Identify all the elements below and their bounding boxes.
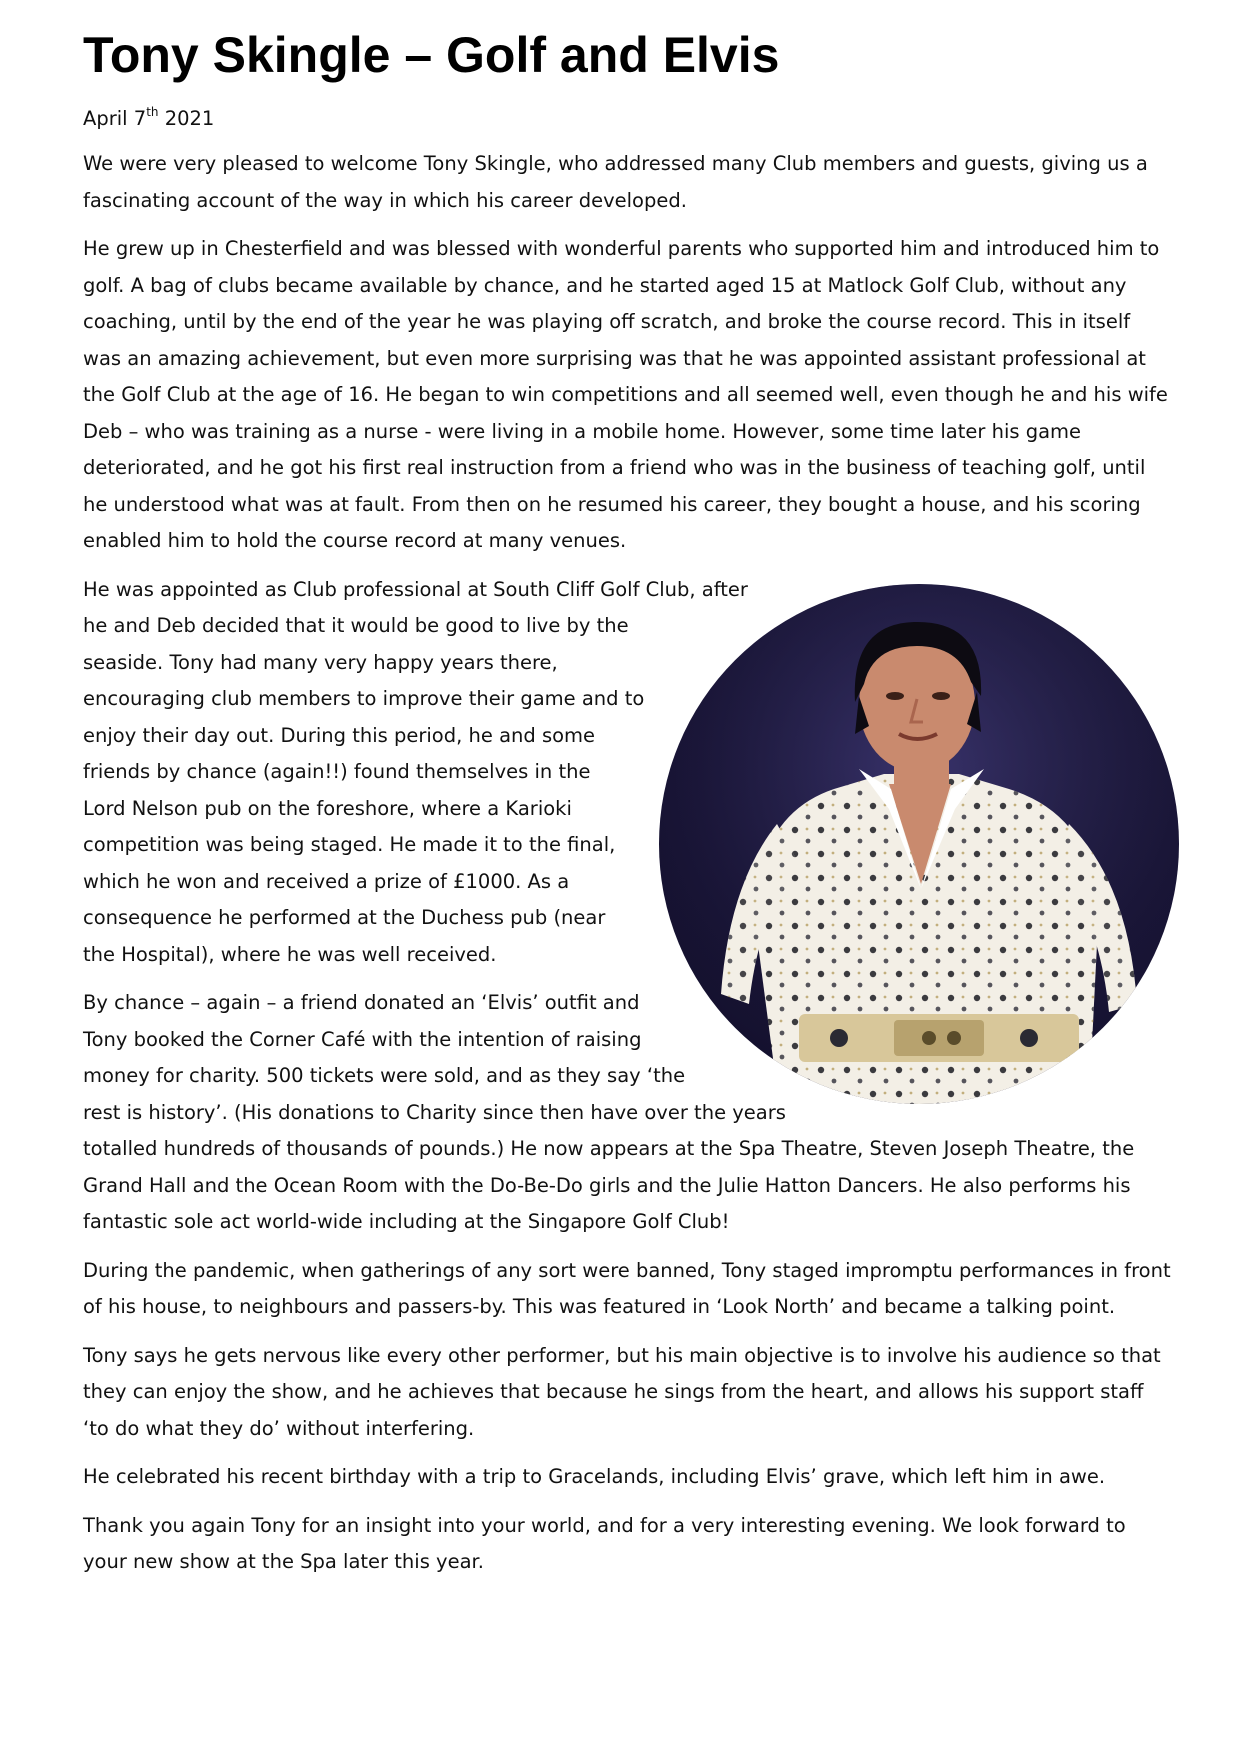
paragraph-nervous: Tony says he gets nervous like every other performer, but his main objective is to involve his audience so that they can enjoy the show, and he achieves that because he sings from the heart, and allows his support staff ‘to do what they do’ without interfering.	[83, 1343, 1161, 1440]
date-ordinal: th	[146, 105, 159, 119]
page-title: Tony Skingle – Golf and Elvis	[83, 27, 780, 83]
paragraph-south-cliff: He was appointed as Club professional at South Cliff Golf Club, after he and Deb decided that it would be good to live by the seaside. Tony had many very happy years there, encouraging club members to improve their game and to enjoy their day out. During this period, he and some friends by chance (again!!) found themselves in the Lord Nelson pub on the foreshore, where a Karioki competition was being staged. He made it to the final, which he won and received a prize of £1000. As a consequence he performed at the Duchess pub (near the Hospital), where he was well received.	[83, 577, 748, 966]
paragraph-early-life: He grew up in Chesterfield and was blessed with wonderful parents who supported him and introduced him to golf. A bag of clubs became available by chance, and he started aged 15 at Matlock Golf Club, without any coaching, until by the end of the year he was playing off scratch, and broke the course record. This in itself was an amazing achievement, but even more surprising was that he was appointed assistant professional at the Golf Club at the age of 16. He began to win competitions and all seemed well, even though he and his wife Deb – who was training as a nurse - were living in a mobile home. However, some time later his game deteriorated, and he got his first real instruction from a friend who was in the business of teaching golf, until he understood what was at fault. From then on he resumed his career, they bought a house, and his scoring enabled him to hold the course record at many venues.	[83, 237, 1168, 552]
elvis-performer-photo	[659, 584, 1179, 1104]
paragraph-pandemic: During the pandemic, when gatherings of any sort were banned, Tony staged impromptu performances in front of his house, to neighbours and passers-by. This was featured in ‘Look North’ and became a talking point.	[83, 1258, 1171, 1318]
article	[83, 24, 1173, 1593]
article-date	[83, 104, 1173, 134]
paragraph-gracelands: He celebrated his recent birthday with a trip to Gracelands, including Elvis’ grave, which left him in awe.	[83, 1465, 1106, 1488]
paragraph-intro: We were very pleased to welcome Tony Skingle, who addressed many Club members and guests, giving us a fascinating account of the way in which his career developed.	[83, 152, 1148, 212]
date-day: April 7	[83, 107, 147, 130]
performer-illustration	[659, 584, 1179, 1104]
paragraph-elvis-outfit: By chance – again – a friend donated an ‘Elvis’ outfit and Tony booked the Corner Café with the intention of raising money for charity. 500 tickets were sold, and as they say ‘the rest is history’. (His donations to Charity since then have over the years totalled hundreds of thousands of pounds.) He now appears at the Spa Theatre, Steven Joseph Theatre, the Grand Hall and the Ocean Room with the Do-Be-Do girls and the Julie Hatton Dancers. He also performs his fantastic sole act world-wide including at the Singapore Golf Club!	[83, 991, 1135, 1233]
date-year: 2021	[158, 107, 215, 130]
photo-container	[637, 574, 1197, 1114]
paragraph-thanks: Thank you again Tony for an insight into your world, and for a very interesting evening. We look forward to your new show at the Spa later this year.	[83, 1513, 1126, 1573]
